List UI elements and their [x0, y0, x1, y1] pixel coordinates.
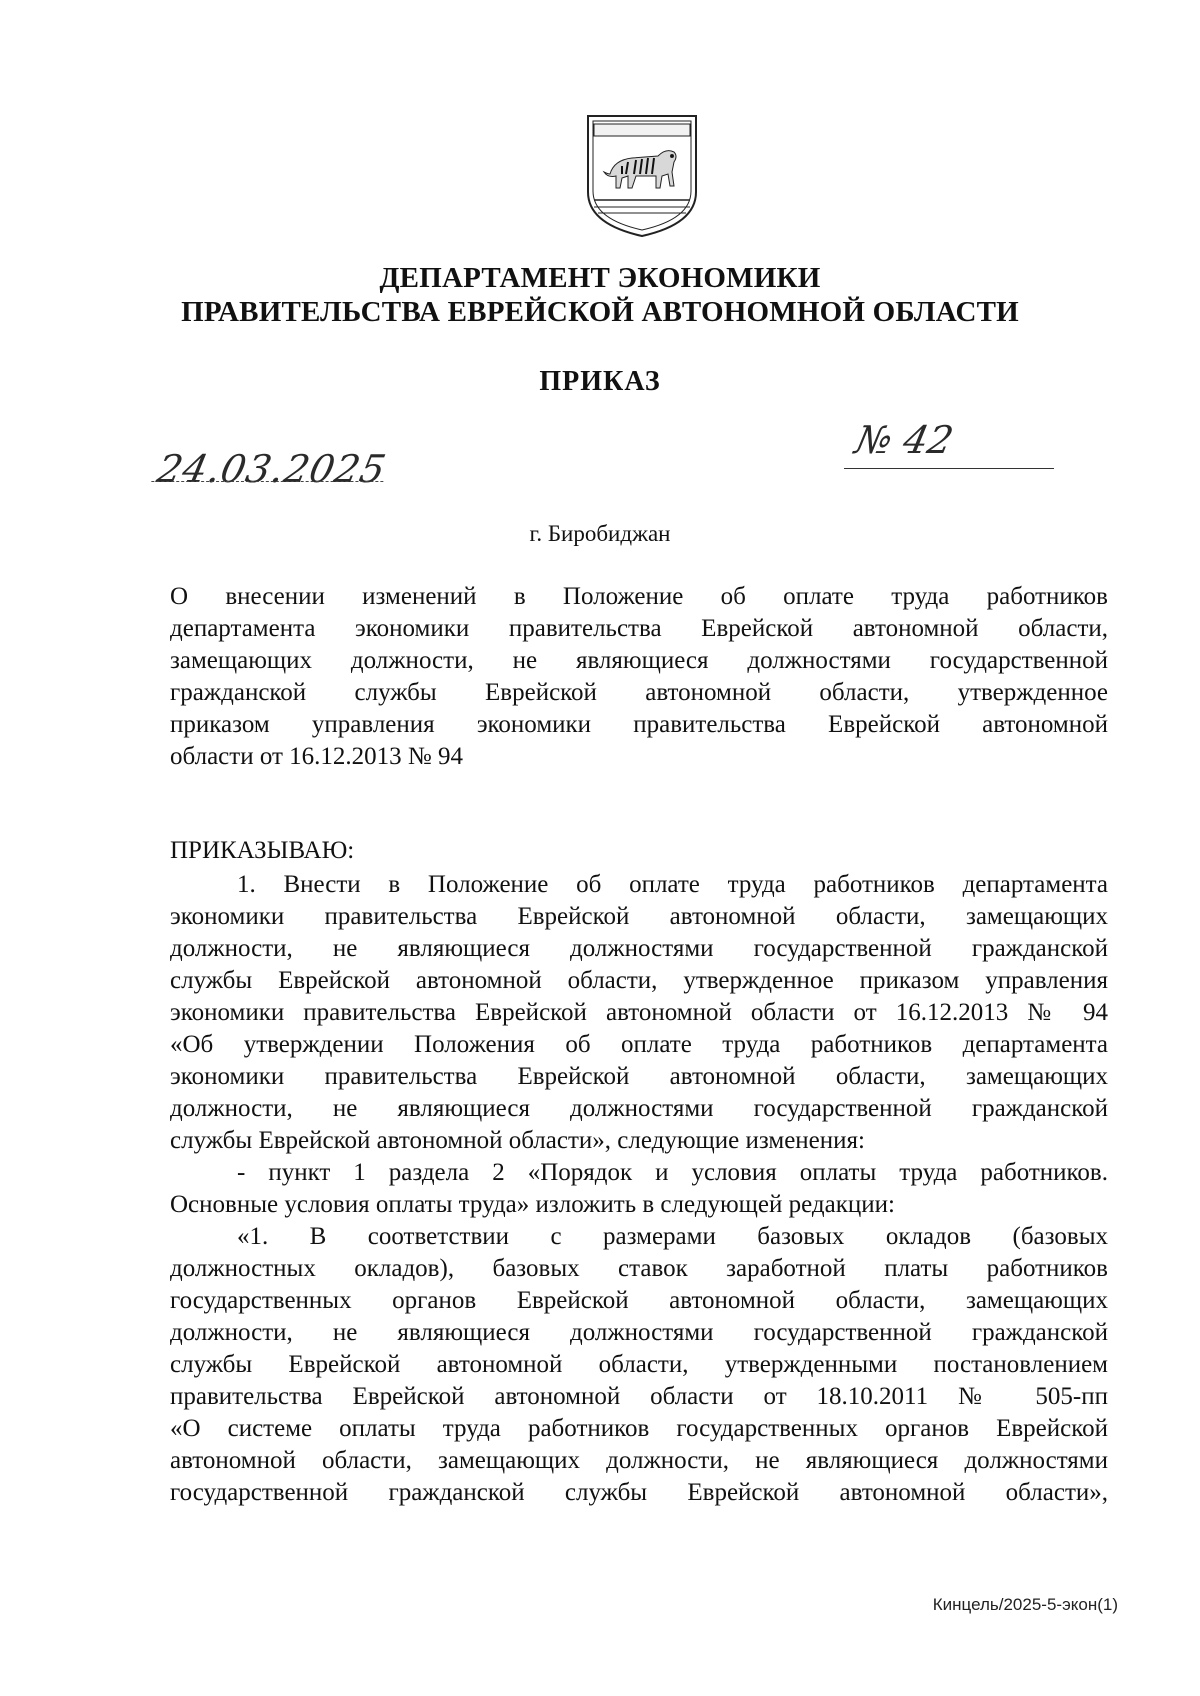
paragraph-line: «О системе оплаты труда работников государственных органов Еврейской [170, 1415, 1108, 1442]
paragraph-line: экономики правительства Еврейской автономной области, замещающих [170, 1063, 1108, 1090]
paragraph-line: государственной гражданской службы Еврейской автономной области», [170, 1479, 1108, 1506]
paragraph-line: - пункт 1 раздела 2 «Порядок и условия оплаты труда работников. [237, 1159, 1108, 1186]
paragraph-line: должности, не являющиеся должностями государственной гражданской [170, 935, 1108, 962]
paragraph-line: должности, не являющиеся должностями государственной гражданской [170, 1319, 1108, 1346]
paragraph-line: экономики правительства Еврейской автономной области, замещающих [170, 903, 1108, 930]
paragraph-line: автономной области, замещающих должности, не являющиеся должностями [170, 1447, 1108, 1474]
paragraph-line: правительства Еврейской автономной области от 18.10.2011 № 505-пп [170, 1383, 1108, 1410]
subject-line: приказом управления экономики правительства Еврейской автономной [170, 711, 1108, 738]
subject-line: области от 16.12.2013 № 94 [170, 743, 464, 770]
document-footer-code: Кинцель/2025-5-экон(1) [932, 1595, 1118, 1614]
paragraph-line: «Об утверждении Положения об оплате труда работников департамента [170, 1031, 1108, 1058]
subject-line: О внесении изменений в Положение об оплате труда работников [170, 583, 1108, 610]
city-name: г. Биробиджан [529, 521, 671, 546]
paragraph-line: службы Еврейской автономной области, утвержденными постановлением [170, 1351, 1108, 1378]
department-title-line2: ПРАВИТЕЛЬСТВА ЕВРЕЙСКОЙ АВТОНОМНОЙ ОБЛАСТИ [181, 296, 1019, 328]
order-directive-word: ПРИКАЗЫВАЮ: [170, 837, 355, 864]
paragraph-line: службы Еврейской автономной области, утвержденное приказом управления [170, 967, 1108, 994]
document-type-title: ПРИКАЗ [539, 366, 661, 397]
paragraph-line: государственных органов Еврейской автономной области, замещающих [170, 1287, 1108, 1314]
paragraph-line: должностных окладов), базовых ставок заработной платы работников [170, 1255, 1108, 1282]
coat-of-arms-tiger-icon [582, 112, 702, 240]
subject-line: замещающих должности, не являющиеся должностями государственной [170, 647, 1108, 674]
order-subject [170, 581, 1108, 773]
paragraph-2 [170, 1157, 1108, 1221]
paragraph-line: службы Еврейской автономной области», следующие изменения: [170, 1127, 865, 1154]
department-title-line1: ДЕПАРТАМЕНТ ЭКОНОМИКИ [379, 262, 821, 294]
subject-line: гражданской службы Еврейской автономной области, утвержденное [170, 679, 1108, 706]
paragraph-line: «1. В соответствии с размерами базовых окладов (базовых [237, 1223, 1108, 1250]
handwritten-date: 24.03.2025 [153, 447, 391, 491]
handwritten-number: № 42 [851, 418, 958, 462]
paragraph-line: 1. Внести в Положение об оплате труда работников департамента [237, 871, 1108, 898]
subject-line: департамента экономики правительства Еврейской автономной области, [170, 615, 1108, 642]
paragraph-line: Основные условия оплаты труда» изложить в следующей редакции: [170, 1191, 895, 1218]
paragraph-1 [170, 869, 1108, 1157]
paragraph-3 [170, 1221, 1108, 1509]
paragraph-line: экономики правительства Еврейской автономной области от 16.12.2013 № 94 [170, 999, 1108, 1026]
number-underline [844, 468, 1054, 469]
paragraph-line: должности, не являющиеся должностями государственной гражданской [170, 1095, 1108, 1122]
